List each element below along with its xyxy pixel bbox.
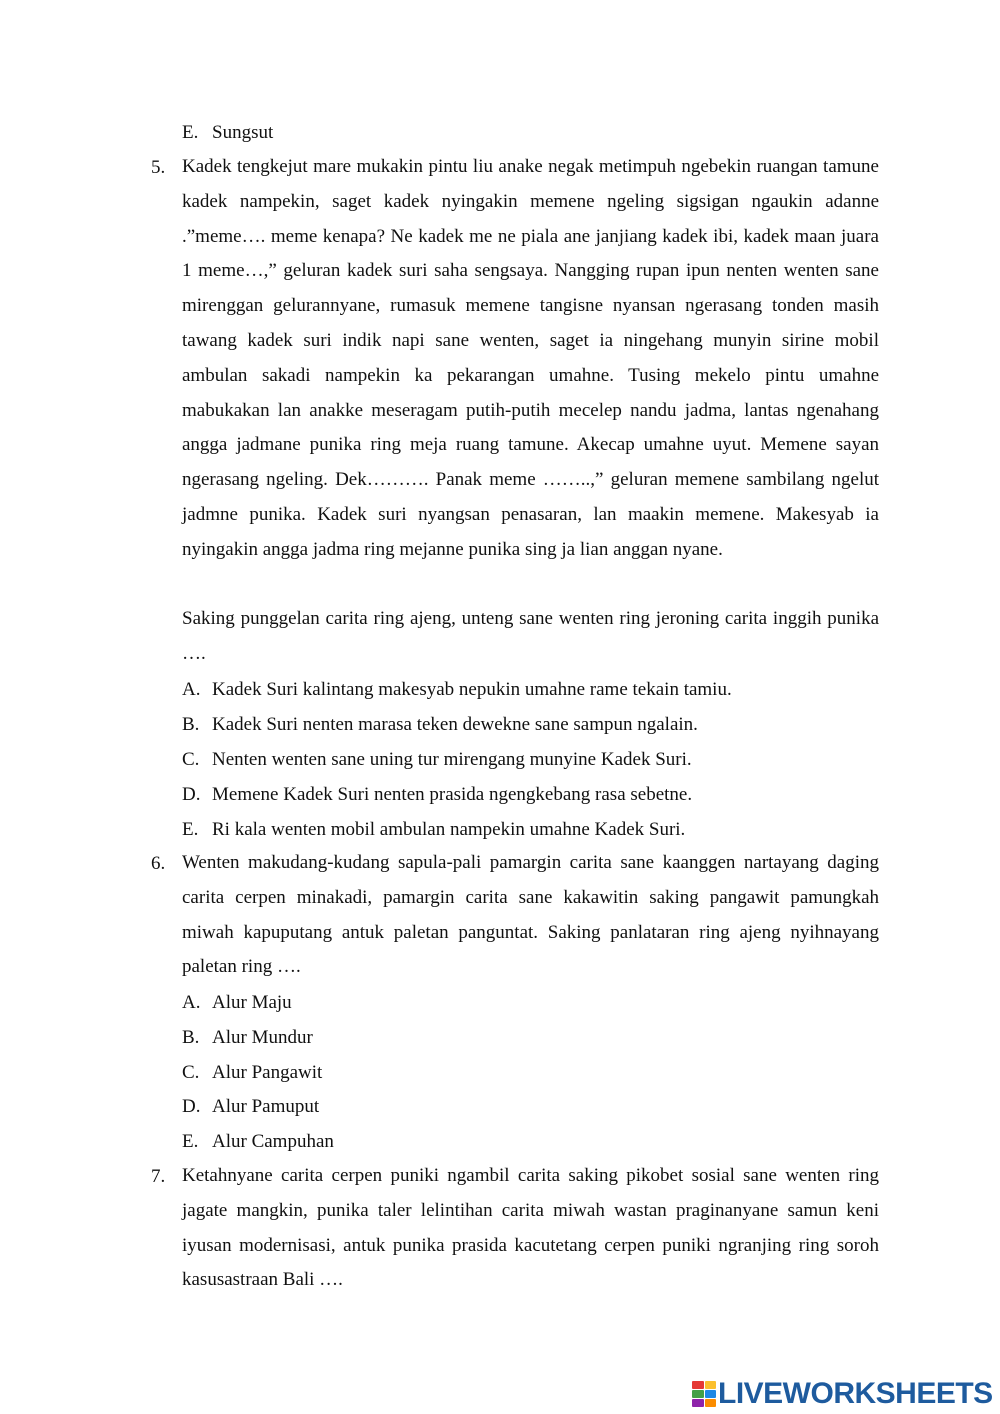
mark-cell: [705, 1399, 717, 1407]
option-letter: B.: [182, 1027, 200, 1048]
question-6-number: 6.: [151, 853, 166, 874]
liveworksheets-logo: [692, 1374, 993, 1414]
option-letter: C.: [182, 1062, 200, 1083]
mark-cell: [705, 1390, 717, 1398]
q6-option-a[interactable]: [182, 985, 292, 1020]
question-6-prompt: Wenten makudang-kudang sapula-pali pamargin carita sane kaanggen nartayang daging carita cerpen minakadi, pamargin carita sane kakawitin saking pangawit pamungkah miwah kapuputang antuk paletan panguntat. Saking panlataran ring ajeng nyihnayang paletan ring ….: [182, 852, 879, 978]
q6-option-b[interactable]: [182, 1020, 313, 1055]
mark-cell: [692, 1399, 704, 1407]
liveworksheets-mark-icon: [692, 1381, 716, 1407]
logo-text: LIVEWORKSHEETS: [718, 1377, 993, 1410]
question-5-number: 5.: [151, 157, 166, 178]
option-text: Alur Pangawit: [212, 1062, 323, 1083]
option-text: Alur Pamuput: [212, 1096, 320, 1117]
option-letter: A.: [182, 992, 201, 1013]
question-5-passage: Kadek tengkejut mare mukakin pintu liu anake negak metimpuh ngebekin ruangan tamune kadek nampekin, saget kadek nyingakin memene ngeling sigsigan ngaukin adanne .”meme…. meme kenapa? Ne kadek me ne piala ane janjiang kadek ibi, kadek maan juara 1 meme…,” geluran kadek suri saha sengsaya. Nangging rupan ipun nenten wenten sane mirenggan gelurannyane, rumasuk memene tangisne nyansan ngerasang tonden masih tawang kadek suri indik napi sane wenten, saget ia ningehang munyin sirine mobil ambulan sakadi nampekin ka pekarangan umahne. Tusing mekelo pintu umahne mabukakan lan anakke meseragam putih-putih mecelep nandu jadma, lantas ngenahang angga jadmane punika ring meja ruang tamune. Akecap umahne uyut. Memene sayan ngerasang ngeling. Dek………. Panak meme ……..,” geluran memene sambilang ngelut jadmne punika. Kadek suri nyangsan penasaran, lan maakin memene. Makesyab ia nyingakin angga jadma ring mejanne punika sing ja lian anggan nyane.: [182, 156, 879, 560]
mark-cell: [705, 1381, 717, 1389]
mark-cell: [692, 1390, 704, 1398]
option-text: Kadek Suri kalintang makesyab nepukin umahne rame tekain tamiu.: [212, 679, 732, 700]
option-text: Alur Maju: [212, 992, 292, 1013]
option-letter: D.: [182, 784, 201, 805]
q6-option-d[interactable]: [182, 1089, 319, 1124]
option-letter: E.: [182, 819, 199, 840]
q6-option-c[interactable]: [182, 1055, 322, 1090]
q5-option-c[interactable]: [182, 742, 692, 777]
option-letter: E.: [182, 122, 199, 143]
mark-cell: [692, 1381, 704, 1389]
option-text: Kadek Suri nenten marasa teken dewekne sane sampun ngalain.: [212, 714, 698, 735]
q5-option-e[interactable]: [182, 812, 685, 847]
option-text: Nenten wenten sane uning tur mirengang munyine Kadek Suri.: [212, 749, 692, 770]
option-letter: D.: [182, 1096, 201, 1117]
option-text: Memene Kadek Suri nenten prasida ngengkebang rasa sebetne.: [212, 784, 693, 805]
option-text: Sungsut: [212, 122, 274, 143]
option-text: Alur Mundur: [212, 1027, 313, 1048]
q6-option-e[interactable]: [182, 1124, 334, 1159]
option-text: Ri kala wenten mobil ambulan nampekin umahne Kadek Suri.: [212, 819, 686, 840]
option-letter: C.: [182, 749, 200, 770]
q5-option-a[interactable]: [182, 672, 732, 707]
option-letter: A.: [182, 679, 201, 700]
question-5-prompt: Saking punggelan carita ring ajeng, unteng sane wenten ring jeroning carita inggih punika ….: [182, 608, 879, 664]
option-text: Alur Campuhan: [212, 1131, 334, 1152]
question-7-prompt: Ketahnyane carita cerpen puniki ngambil carita saking pikobet sosial sane wenten ring jagate mangkin, punika taler lelintihan carita miwah wastan praginanyane samun keni iyusan modernisasi, antuk punika prasida kacutetang cerpen puniki ngranjing ring soroh kasusastraan Bali ….: [182, 1165, 879, 1291]
option-letter: B.: [182, 714, 200, 735]
q4-option-e[interactable]: [182, 115, 273, 150]
q5-option-b[interactable]: [182, 707, 698, 742]
q5-option-d[interactable]: [182, 777, 692, 812]
option-letter: E.: [182, 1131, 199, 1152]
question-7-number: 7.: [151, 1166, 166, 1187]
